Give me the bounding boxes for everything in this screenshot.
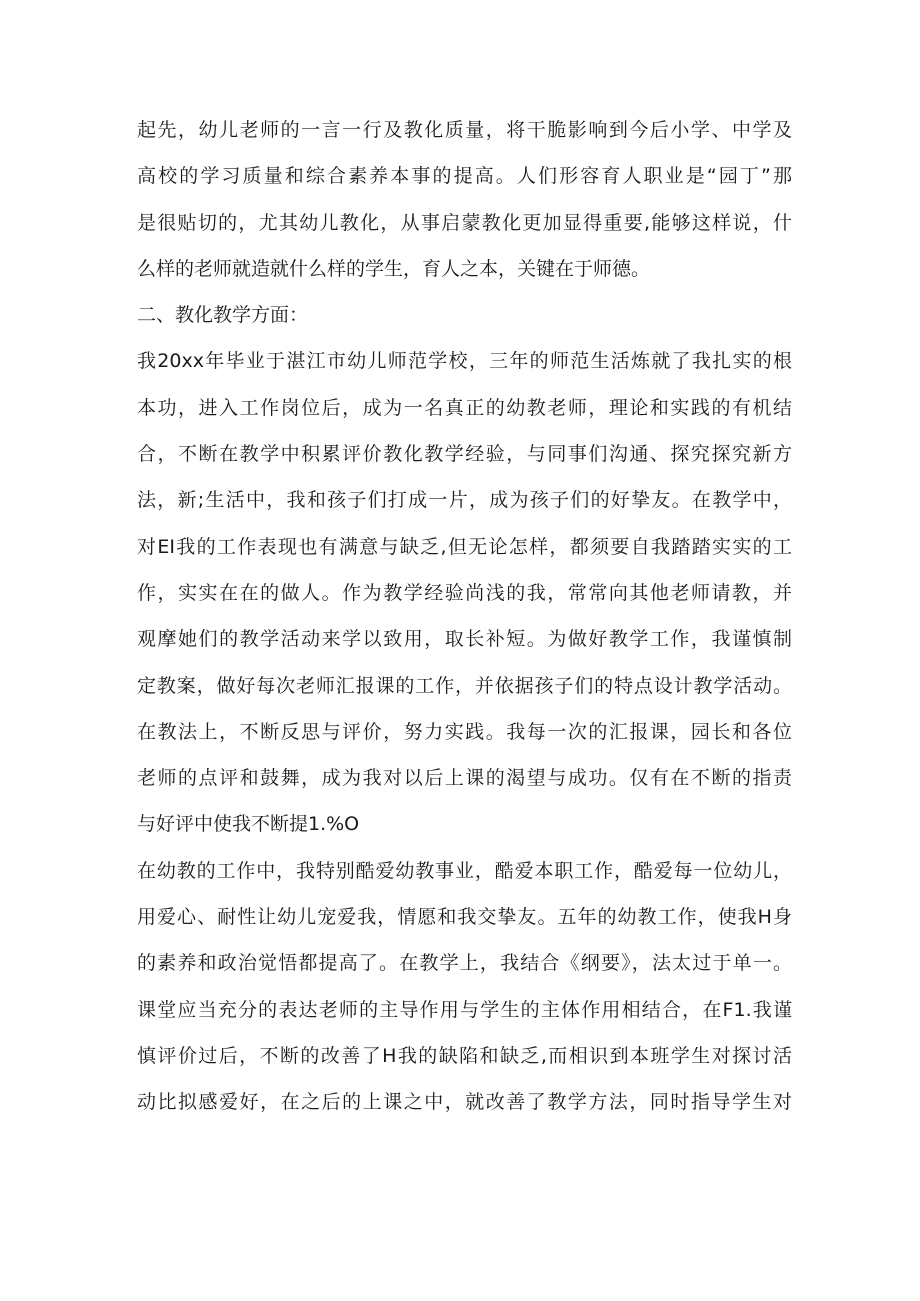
paragraph-line: 课堂应当充分的表达老师的主导作用与学生的主体作用相结合，在F1.我谨 bbox=[137, 998, 792, 1021]
paragraph-line: 我20xx年毕业于湛江市幼儿师范学校，三年的师范生活炼就了我扎实的根 bbox=[137, 350, 792, 373]
paragraph-line: 老师的点评和鼓舞，成为我对以后上课的渴望与成功。仅有在不断的指责 bbox=[137, 767, 792, 790]
paragraph-line: 合，不断在教学中积累评价教化教学经验，与同事们沟通、探究探究新方 bbox=[137, 443, 792, 466]
paragraph-line: 起先，幼儿老师的一言一行及教化质量，将干脆影响到今后小学、中学及 bbox=[137, 119, 792, 141]
paragraph-line: 是很贴切的，尤其幼儿教化，从事启蒙教化更加显得重要,能够这样说，什 bbox=[137, 211, 792, 234]
paragraph-line: 用爱心、耐性让幼儿宠爱我，情愿和我交挚友。五年的幼教工作，使我H身 bbox=[137, 906, 792, 929]
paragraph-line: 高校的学习质量和综合素养本事的提高。人们形容育人职业是“园丁”那 bbox=[137, 165, 792, 188]
paragraph-line: 与好评中使我不断提1.%O bbox=[137, 813, 360, 836]
paragraph-line: 观摩她们的教学活动来学以致用，取长补短。为做好教学工作，我谨慎制 bbox=[137, 628, 792, 651]
body-text bbox=[137, 107, 792, 1126]
paragraph-line: 定教案，做好每次老师汇报课的工作，并依据孩子们的特点设计教学活动。 bbox=[137, 674, 792, 697]
paragraph-line: 作，实实在在的做人。作为教学经验尚浅的我，常常向其他老师请教，并 bbox=[137, 581, 792, 604]
paragraph-line: 对EI我的工作表现也有满意与缺乏,但无论怎样，都须要自我踏踏实实的工 bbox=[137, 535, 792, 558]
paragraph-line: 在教法上，不断反思与评价，努力实践。我每一次的汇报课，园长和各位 bbox=[137, 720, 792, 743]
paragraph-line: 法，新;生活中，我和孩子们打成一片，成为孩子们的好挚友。在教学中， bbox=[137, 489, 792, 512]
paragraph-line: 本功，进入工作岗位后，成为一名真正的幼教老师，理论和实践的有机结 bbox=[137, 396, 792, 419]
paragraph-line: 的素养和政治觉悟都提高了。在教学上，我结合《纲要》，法太过于单一。 bbox=[137, 952, 792, 975]
paragraph-line: 慎评价过后，不断的改善了H我的缺陷和缺乏,而相识到本班学生对探讨活 bbox=[137, 1044, 792, 1067]
section-heading: 二、教化教学方面： bbox=[137, 304, 309, 327]
paragraph-line: 动比拟感爱好，在之后的上课之中，就改善了教学方法，同时指导学生对 bbox=[137, 1091, 792, 1114]
paragraph-line: 在幼教的工作中，我特别酷爱幼教事业，酷爱本职工作，酷爱每一位幼儿， bbox=[137, 859, 792, 882]
paragraph-line: 么样的老师就造就什么样的学生，育人之本，关键在于师德。 bbox=[137, 257, 651, 280]
